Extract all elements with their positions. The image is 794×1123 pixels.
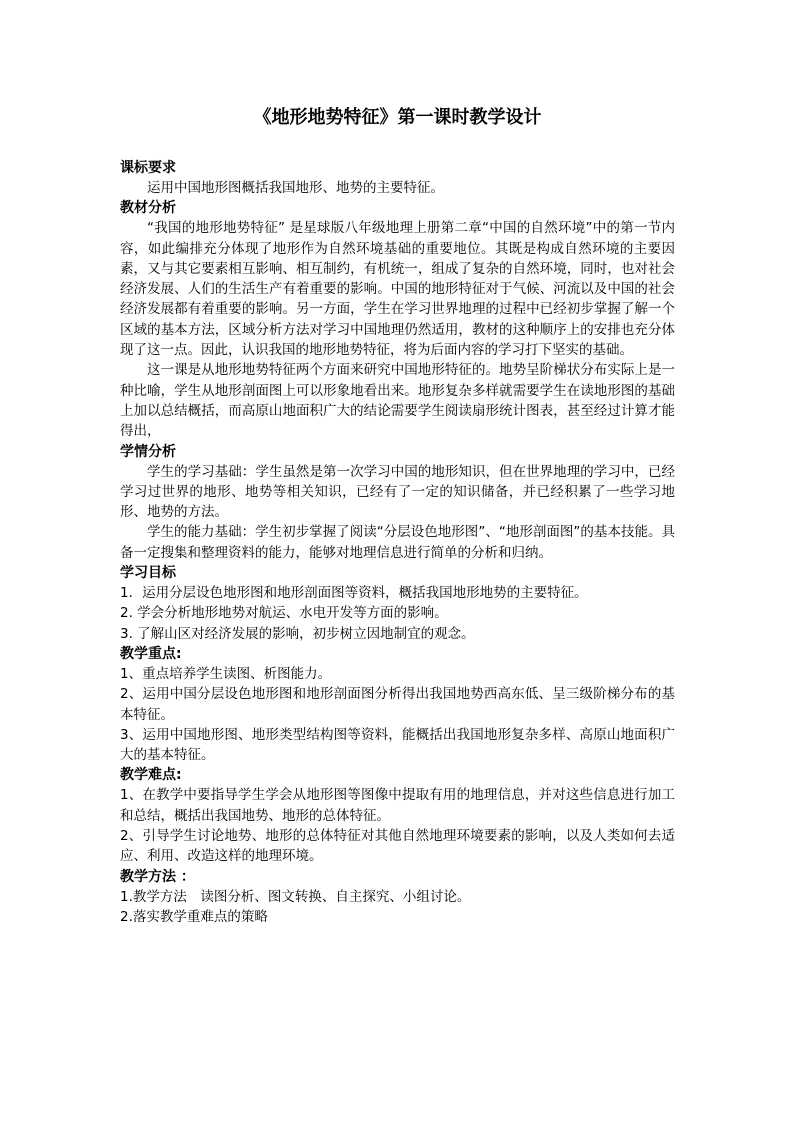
section-goals bbox=[120, 563, 675, 644]
section-curriculum bbox=[120, 158, 675, 198]
section-heading: 学习目标 bbox=[120, 565, 176, 582]
list-item: 1．运用分层设色地形图和地形剖面图等资料，概括我国地形地势的主要特征。 bbox=[120, 585, 588, 602]
paragraph: 学生的学习基础：学生虽然是第一次学习中国的地形知识，但在世界地理的学习中，已经学习过世界的地形、地势等相关知识，已经有了一定的知识储备，并已经积累了一些学习地形、地势的方法。 bbox=[120, 463, 675, 521]
list-item: 2、运用中国分层设色地形图和地形剖面图分析得出我国地势西高东低、呈三级阶梯分布的基本特征。 bbox=[120, 686, 675, 723]
list-item: 1、在教学中要指导学生学会从地形图等图像中提取有用的地理信息，并对这些信息进行加工和总结，概括出我国地势、地形的总体特征。 bbox=[120, 787, 675, 824]
list-item: 3. 了解山区对经济发展的影响，初步树立因地制宜的观念。 bbox=[120, 625, 475, 642]
section-heading: 教材分析 bbox=[120, 200, 176, 217]
list-item: 3、运用中国地形图、地形类型结构图等资料，能概括出我国地形复杂多样、高原山地面积广大的基本特征。 bbox=[120, 726, 675, 764]
document-title: 《地形地势特征》第一课时教学设计 bbox=[253, 107, 542, 128]
section-heading: 教学重点: bbox=[120, 645, 182, 662]
section-difficulties bbox=[120, 765, 675, 866]
section-heading: 教学方法 ： bbox=[120, 868, 195, 885]
paragraph: 运用中国地形图概括我国地形、地势的主要特征。 bbox=[147, 180, 444, 196]
paragraph: “我国的地形地势特征” 是星球版八年级地理上册第二章“中国的自然环境”中的第一节内容，如此编排充分体现了地形作为自然环境基础的重要地位。其既是构成自然环境的主要因素，又与其它要素相互影响、相互制约，有机统一，组成了复杂的自然环境，同时，也对社会经济发展、人们的生活生产有着重要的影响。中国的地形特征对于气候、河流以及中国的社会经济发展都有着重要的影响。另一方面，学生在学习世界地理的过程中已经初步掌握了解一个区域的基本方法，区域分析方法对学习中国地理仍然适用，教材的这种顺序上的安排也充分体现了这一点。因此，认识我国的地形地势特征，将为后面内容的学习打下坚实的基础。 bbox=[120, 220, 675, 359]
section-heading: 课标要求 bbox=[120, 160, 176, 176]
list-item: 1.教学方法 读图分析、图文转换、自主探究、小组讨论。 bbox=[120, 888, 471, 905]
section-learners bbox=[120, 442, 675, 563]
section-textbook bbox=[120, 198, 675, 441]
paragraph: 学生的能力基础：学生初步掌握了阅读“分层设色地形图”、“地形剖面图”的基本技能。具备一定搜集和整理资料的能力，能够对地理信息进行简单的分析和归纳。 bbox=[120, 524, 675, 561]
section-heading: 学情分析 bbox=[120, 443, 176, 460]
section-methods bbox=[120, 867, 675, 928]
section-heading: 教学难点: bbox=[120, 767, 182, 784]
list-item: 2、引导学生讨论地势、地形的总体特征对其他自然地理环境要素的影响，以及人类如何去适应、利用、改造这样的地理环境。 bbox=[120, 828, 675, 865]
list-item: 2.落实教学重难点的策略 bbox=[120, 908, 268, 925]
list-item: 2. 学会分析地形地势对航运、水电开发等方面的影响。 bbox=[120, 605, 448, 622]
paragraph: 这一课是从地形地势特征两个方面来研究中国地形特征的。地势呈阶梯状分布实际上是一种比喻，学生从地形剖面图上可以形象地看出来。地形复杂多样就需要学生在读地形图的基础上加以总结概括，而高原山地面积广大的结论需要学生阅读扇形统计图表，甚至经过计算才能得出， bbox=[120, 362, 675, 440]
document-page bbox=[120, 104, 675, 927]
list-item: 1、重点培养学生读图、析图能力。 bbox=[120, 665, 332, 682]
section-keypoints bbox=[120, 644, 675, 765]
